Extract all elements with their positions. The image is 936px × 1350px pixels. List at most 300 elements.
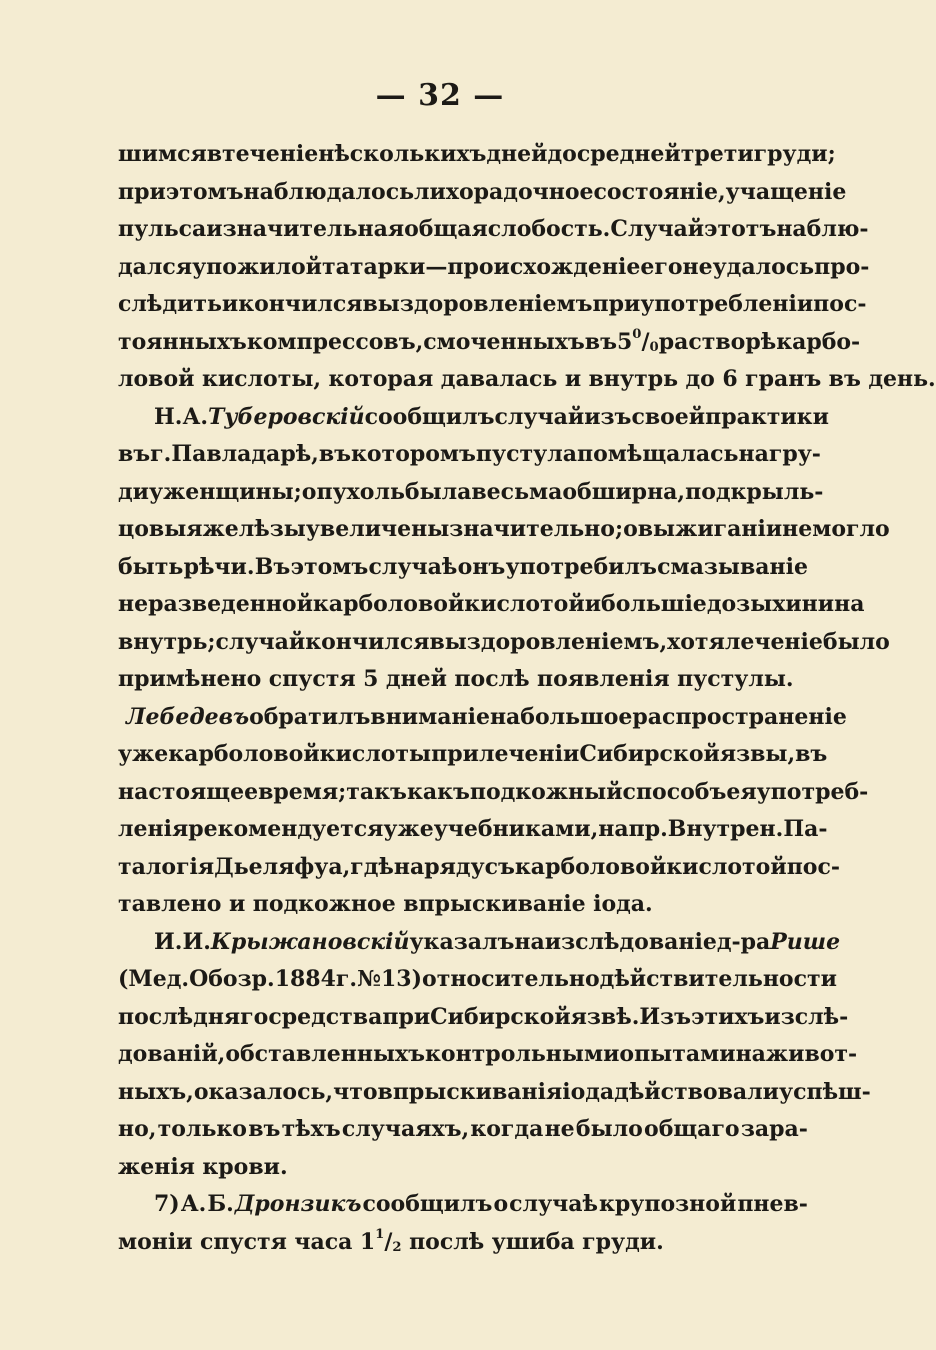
text-fragment: Внутрен. bbox=[667, 816, 784, 842]
word bbox=[118, 661, 261, 699]
word bbox=[118, 811, 188, 849]
word bbox=[599, 1186, 736, 1224]
word bbox=[329, 361, 434, 399]
word bbox=[434, 811, 599, 849]
text-fragment: наблю- bbox=[776, 216, 869, 242]
word bbox=[207, 1186, 233, 1224]
text-fragment: кислоты, bbox=[201, 366, 322, 392]
text-fragment: И. bbox=[182, 928, 211, 955]
word bbox=[207, 136, 318, 174]
word bbox=[488, 211, 611, 249]
text-fragment: ловой bbox=[118, 366, 195, 392]
word bbox=[492, 1224, 575, 1262]
text-fragment: кислотой bbox=[666, 853, 787, 880]
text-line bbox=[118, 549, 808, 587]
text-fragment: большое bbox=[520, 703, 633, 730]
text-fragment: средней bbox=[576, 141, 681, 167]
text-line bbox=[118, 736, 828, 774]
text-fragment: выздоровленіемъ bbox=[362, 291, 593, 317]
word bbox=[118, 849, 214, 887]
text-line bbox=[118, 436, 821, 474]
text-fragment: было bbox=[575, 1116, 643, 1142]
word bbox=[823, 624, 890, 662]
word bbox=[154, 1186, 180, 1224]
word bbox=[313, 586, 464, 624]
word bbox=[192, 249, 206, 287]
word bbox=[772, 586, 864, 624]
text-line bbox=[118, 474, 824, 512]
text-fragment: женія bbox=[118, 1153, 195, 1180]
text-fragment: которомъ bbox=[351, 441, 476, 467]
text-line bbox=[118, 174, 847, 212]
text-fragment: при bbox=[592, 291, 641, 317]
text-fragment: подкожное bbox=[252, 891, 396, 917]
italic-name: Дронзикъ bbox=[234, 1191, 362, 1217]
text-fragment: Б. bbox=[207, 1191, 234, 1217]
word bbox=[776, 324, 860, 362]
word bbox=[764, 999, 848, 1037]
text-fragment: пульса bbox=[118, 216, 207, 242]
text-line bbox=[118, 1074, 871, 1112]
word bbox=[485, 849, 515, 887]
text-fragment: при bbox=[118, 178, 166, 205]
word bbox=[737, 1186, 808, 1224]
text-fragment: И. bbox=[154, 928, 183, 955]
text-fragment: въ bbox=[248, 1116, 281, 1142]
word bbox=[360, 1224, 402, 1262]
text-fragment: значительная bbox=[222, 216, 405, 242]
superscript: 0 bbox=[632, 326, 642, 342]
text-fragment: трети bbox=[680, 141, 754, 167]
text-fragment: на bbox=[735, 1041, 766, 1067]
text-fragment: карболовой bbox=[514, 853, 667, 880]
word bbox=[783, 811, 827, 849]
text-fragment: рѣчи. bbox=[183, 553, 255, 580]
text-fragment: случай bbox=[215, 628, 306, 655]
text-fragment: пос- bbox=[813, 291, 867, 317]
word bbox=[725, 624, 823, 662]
word bbox=[441, 361, 558, 399]
text-fragment: опытами bbox=[619, 1041, 736, 1067]
text-fragment: леченіи bbox=[478, 741, 580, 767]
text-fragment: талогія bbox=[118, 853, 215, 880]
word bbox=[585, 586, 601, 624]
word bbox=[118, 361, 194, 399]
text-fragment: въ bbox=[584, 328, 617, 355]
word bbox=[318, 136, 486, 174]
word bbox=[322, 249, 640, 287]
text-fragment: хотя bbox=[667, 628, 725, 655]
word bbox=[154, 924, 182, 962]
word bbox=[422, 961, 600, 999]
word bbox=[486, 136, 547, 174]
word bbox=[722, 361, 737, 399]
word bbox=[506, 549, 657, 587]
word bbox=[464, 586, 584, 624]
text-fragment: уже bbox=[383, 816, 434, 842]
text-fragment: употребилъ bbox=[505, 553, 657, 580]
text-fragment: на bbox=[738, 441, 769, 467]
word bbox=[118, 174, 166, 212]
word bbox=[681, 136, 754, 174]
text-fragment: какъ bbox=[406, 778, 470, 805]
text-line bbox=[118, 924, 841, 962]
word bbox=[363, 661, 378, 699]
word bbox=[668, 811, 784, 849]
text-fragment: Изъ bbox=[639, 1003, 692, 1030]
text-line bbox=[118, 1186, 808, 1224]
word bbox=[118, 961, 189, 999]
text-fragment: до bbox=[685, 366, 715, 392]
text-fragment: груди. bbox=[582, 1228, 664, 1255]
text-fragment: желѣзы bbox=[202, 516, 306, 542]
text-fragment: въ bbox=[118, 441, 151, 467]
word bbox=[118, 1111, 156, 1149]
word bbox=[705, 399, 829, 437]
page-number: — 32 — bbox=[375, 78, 505, 113]
word bbox=[776, 211, 868, 249]
text-fragment: обставленныхъ bbox=[225, 1041, 426, 1067]
word bbox=[458, 549, 506, 587]
word bbox=[320, 736, 431, 774]
text-fragment: онъ bbox=[457, 553, 506, 580]
word bbox=[363, 286, 593, 324]
word bbox=[249, 699, 370, 737]
word bbox=[683, 249, 815, 287]
word bbox=[235, 1186, 362, 1224]
subscript: 2 bbox=[392, 1239, 402, 1255]
word bbox=[769, 436, 821, 474]
word bbox=[571, 999, 640, 1037]
word bbox=[495, 399, 585, 437]
text-fragment: зара- bbox=[740, 1116, 808, 1142]
word bbox=[547, 136, 576, 174]
word bbox=[577, 436, 739, 474]
text-fragment: вниманіе bbox=[370, 703, 490, 730]
text-line bbox=[118, 774, 869, 812]
text-fragment: г. bbox=[150, 441, 172, 467]
word bbox=[677, 661, 794, 699]
word bbox=[593, 286, 641, 324]
text-fragment: Павладарѣ, bbox=[171, 441, 319, 467]
text-fragment: смоченныхъ bbox=[423, 328, 585, 355]
text-line bbox=[118, 624, 890, 662]
text-fragment: лихорадочное bbox=[414, 178, 594, 205]
text-fragment: съ bbox=[484, 853, 515, 880]
word bbox=[168, 736, 319, 774]
text-fragment: подкожный bbox=[469, 778, 623, 805]
word bbox=[829, 361, 861, 399]
text-fragment: практики bbox=[705, 403, 829, 430]
text-fragment: Сибирской bbox=[579, 741, 720, 767]
word bbox=[782, 511, 812, 549]
word bbox=[470, 1111, 543, 1149]
text-fragment: опухоль bbox=[301, 478, 405, 505]
text-fragment: впрыскиванія bbox=[377, 1078, 563, 1105]
text-fragment: и bbox=[584, 591, 602, 617]
word bbox=[351, 436, 476, 474]
word bbox=[214, 849, 350, 887]
text-fragment: рекомендуется bbox=[188, 816, 384, 842]
text-line bbox=[118, 999, 849, 1037]
word bbox=[640, 286, 813, 324]
word bbox=[118, 511, 203, 549]
word bbox=[216, 624, 306, 662]
word bbox=[158, 1111, 247, 1149]
text-line bbox=[118, 361, 936, 399]
text-fragment: гру- bbox=[768, 441, 821, 467]
text-fragment: напр. bbox=[598, 816, 668, 842]
text-fragment: 6 bbox=[722, 366, 738, 392]
text-fragment: гранъ bbox=[745, 366, 822, 392]
text-fragment: тѣхъ bbox=[281, 1116, 341, 1142]
text-line bbox=[118, 249, 870, 287]
word bbox=[424, 849, 484, 887]
word bbox=[268, 999, 382, 1037]
word bbox=[423, 324, 585, 362]
text-fragment: пустула bbox=[475, 441, 577, 467]
word bbox=[244, 174, 415, 212]
text-fragment: учебниками, bbox=[433, 816, 599, 842]
text-fragment: случаѣ bbox=[509, 1191, 598, 1217]
text-fragment: дней bbox=[385, 666, 447, 692]
word bbox=[619, 1036, 735, 1074]
word bbox=[118, 286, 222, 324]
text-fragment: случаѣ bbox=[368, 553, 458, 580]
word bbox=[238, 286, 362, 324]
text-fragment: спустя bbox=[200, 1228, 287, 1255]
word bbox=[118, 736, 168, 774]
word bbox=[306, 511, 449, 549]
word bbox=[868, 361, 935, 399]
word bbox=[200, 1224, 287, 1262]
word bbox=[741, 1111, 808, 1149]
text-fragment: 1 bbox=[359, 1228, 376, 1255]
word bbox=[302, 474, 405, 512]
word bbox=[336, 961, 357, 999]
word bbox=[150, 436, 171, 474]
word bbox=[766, 1036, 857, 1074]
text-fragment: состояніе, bbox=[593, 178, 726, 205]
text-fragment: Случай bbox=[610, 216, 705, 242]
word bbox=[562, 474, 685, 512]
text-fragment: ныхъ, bbox=[118, 1078, 194, 1105]
text-fragment: ушиба bbox=[491, 1228, 575, 1255]
word bbox=[414, 174, 593, 212]
word bbox=[666, 849, 786, 887]
word bbox=[182, 399, 208, 437]
word bbox=[600, 961, 837, 999]
word bbox=[118, 474, 149, 512]
word bbox=[118, 624, 216, 662]
text-fragment: 13) bbox=[380, 966, 423, 992]
text-fragment: способъ bbox=[622, 778, 727, 805]
text-fragment: Обозр. bbox=[189, 966, 275, 992]
word bbox=[667, 624, 725, 662]
text-line bbox=[118, 399, 829, 437]
word bbox=[686, 361, 715, 399]
text-fragment: послѣдняго bbox=[118, 1003, 269, 1030]
word bbox=[537, 661, 670, 699]
word bbox=[779, 1074, 871, 1112]
text-fragment: спустя bbox=[268, 666, 356, 692]
text-fragment: крови. bbox=[202, 1153, 288, 1180]
text-fragment: 5 bbox=[363, 666, 379, 692]
word bbox=[253, 886, 396, 924]
text-line bbox=[118, 811, 828, 849]
word bbox=[623, 511, 638, 549]
word bbox=[189, 961, 275, 999]
word bbox=[382, 999, 430, 1037]
text-fragment: и bbox=[228, 891, 246, 917]
word bbox=[247, 324, 423, 362]
text-fragment: время; bbox=[258, 778, 347, 805]
word bbox=[319, 436, 351, 474]
text-fragment: / bbox=[641, 328, 650, 355]
subscript: 0 bbox=[649, 339, 659, 355]
text-fragment: помѣщалась bbox=[576, 441, 739, 467]
word bbox=[814, 249, 869, 287]
text-fragment: внутрь bbox=[588, 366, 679, 392]
word bbox=[726, 174, 847, 212]
text-fragment: когда bbox=[470, 1116, 544, 1142]
word bbox=[726, 774, 756, 812]
word bbox=[258, 774, 346, 812]
text-fragment: А. bbox=[180, 1191, 207, 1217]
text-fragment: на bbox=[393, 853, 425, 880]
text-fragment: такъ bbox=[346, 778, 407, 805]
word bbox=[118, 1149, 195, 1187]
word bbox=[208, 399, 365, 437]
italic-name: Крыжановскій bbox=[210, 928, 410, 955]
text-fragment: случай bbox=[494, 403, 585, 430]
word bbox=[479, 736, 579, 774]
word bbox=[812, 511, 889, 549]
word bbox=[425, 1036, 619, 1074]
text-fragment: послѣ bbox=[454, 666, 530, 692]
text-fragment: на bbox=[514, 928, 545, 955]
word bbox=[118, 1036, 225, 1074]
text-fragment: тавлено bbox=[118, 891, 222, 917]
text-fragment: пос- bbox=[786, 853, 840, 880]
text-fragment: у bbox=[192, 253, 207, 280]
word bbox=[617, 324, 659, 362]
text-fragment: на bbox=[489, 703, 521, 730]
word bbox=[222, 286, 238, 324]
text-fragment: дѣйствительности bbox=[599, 966, 837, 992]
text-fragment: случаяхъ, bbox=[341, 1116, 470, 1142]
word bbox=[118, 886, 221, 924]
text-fragment: была bbox=[404, 478, 472, 505]
text-fragment: татарки—происхожденіе bbox=[321, 253, 641, 280]
word bbox=[118, 586, 313, 624]
text-fragment: своей bbox=[631, 403, 706, 430]
text-line bbox=[118, 324, 861, 362]
text-fragment: (Мед. bbox=[118, 966, 190, 992]
word bbox=[126, 699, 249, 737]
word bbox=[770, 924, 840, 962]
text-fragment: появленія bbox=[537, 666, 670, 692]
word bbox=[720, 736, 795, 774]
text-fragment: быть bbox=[118, 553, 184, 580]
word bbox=[202, 1149, 287, 1187]
text-fragment: кислотой bbox=[464, 591, 585, 617]
text-fragment: не bbox=[544, 1116, 575, 1142]
text-fragment: и bbox=[206, 216, 223, 242]
word bbox=[404, 211, 488, 249]
text-fragment: кончился bbox=[305, 628, 430, 655]
text-fragment: послѣ bbox=[409, 1228, 485, 1255]
text-fragment: втеченіе bbox=[206, 141, 319, 167]
text-fragment: 5 bbox=[616, 328, 633, 355]
word bbox=[194, 1074, 333, 1112]
word bbox=[223, 211, 405, 249]
text-fragment: дался bbox=[118, 253, 193, 280]
word bbox=[184, 549, 255, 587]
word bbox=[593, 886, 653, 924]
word bbox=[576, 1111, 643, 1149]
text-fragment: крупозной bbox=[599, 1191, 737, 1217]
word bbox=[787, 849, 840, 887]
text-fragment: распространеніе bbox=[632, 703, 847, 730]
word bbox=[490, 699, 520, 737]
word bbox=[471, 474, 562, 512]
word bbox=[188, 811, 383, 849]
word bbox=[362, 1186, 492, 1224]
word bbox=[640, 249, 682, 287]
word bbox=[704, 211, 776, 249]
text-fragment: № bbox=[357, 966, 381, 992]
text-fragment: оказалось, bbox=[193, 1078, 334, 1105]
text-fragment: слѣдить bbox=[118, 291, 222, 317]
word bbox=[378, 1074, 563, 1112]
text-fragment: 7) bbox=[154, 1191, 180, 1217]
text-fragment: шимся bbox=[118, 141, 207, 167]
word bbox=[118, 549, 183, 587]
word bbox=[638, 511, 782, 549]
word bbox=[430, 999, 570, 1037]
word bbox=[118, 136, 207, 174]
word bbox=[795, 736, 827, 774]
word bbox=[202, 361, 321, 399]
text-fragment: наблюдалось bbox=[243, 178, 415, 205]
word bbox=[739, 436, 769, 474]
word bbox=[565, 361, 581, 399]
word bbox=[118, 774, 258, 812]
text-fragment: при bbox=[382, 1003, 431, 1030]
text-fragment: г. bbox=[335, 966, 358, 992]
word bbox=[369, 549, 458, 587]
word bbox=[118, 249, 192, 287]
word bbox=[407, 774, 470, 812]
text-fragment: дозы bbox=[706, 591, 773, 617]
text-fragment: большіе bbox=[601, 591, 707, 617]
italic-name: Рише bbox=[770, 928, 841, 955]
text-fragment: подкрыль- bbox=[685, 478, 824, 505]
word bbox=[493, 1186, 508, 1224]
text-fragment: до bbox=[547, 141, 577, 167]
text-fragment: и bbox=[564, 366, 582, 392]
text-fragment: іода bbox=[562, 1078, 615, 1105]
text-fragment: дней bbox=[486, 141, 548, 167]
text-fragment: этотъ bbox=[704, 216, 777, 242]
text-fragment: употребленіи bbox=[640, 291, 814, 317]
word bbox=[206, 211, 222, 249]
word bbox=[229, 886, 245, 924]
word bbox=[181, 1186, 207, 1224]
word bbox=[118, 1224, 193, 1262]
word bbox=[365, 399, 495, 437]
